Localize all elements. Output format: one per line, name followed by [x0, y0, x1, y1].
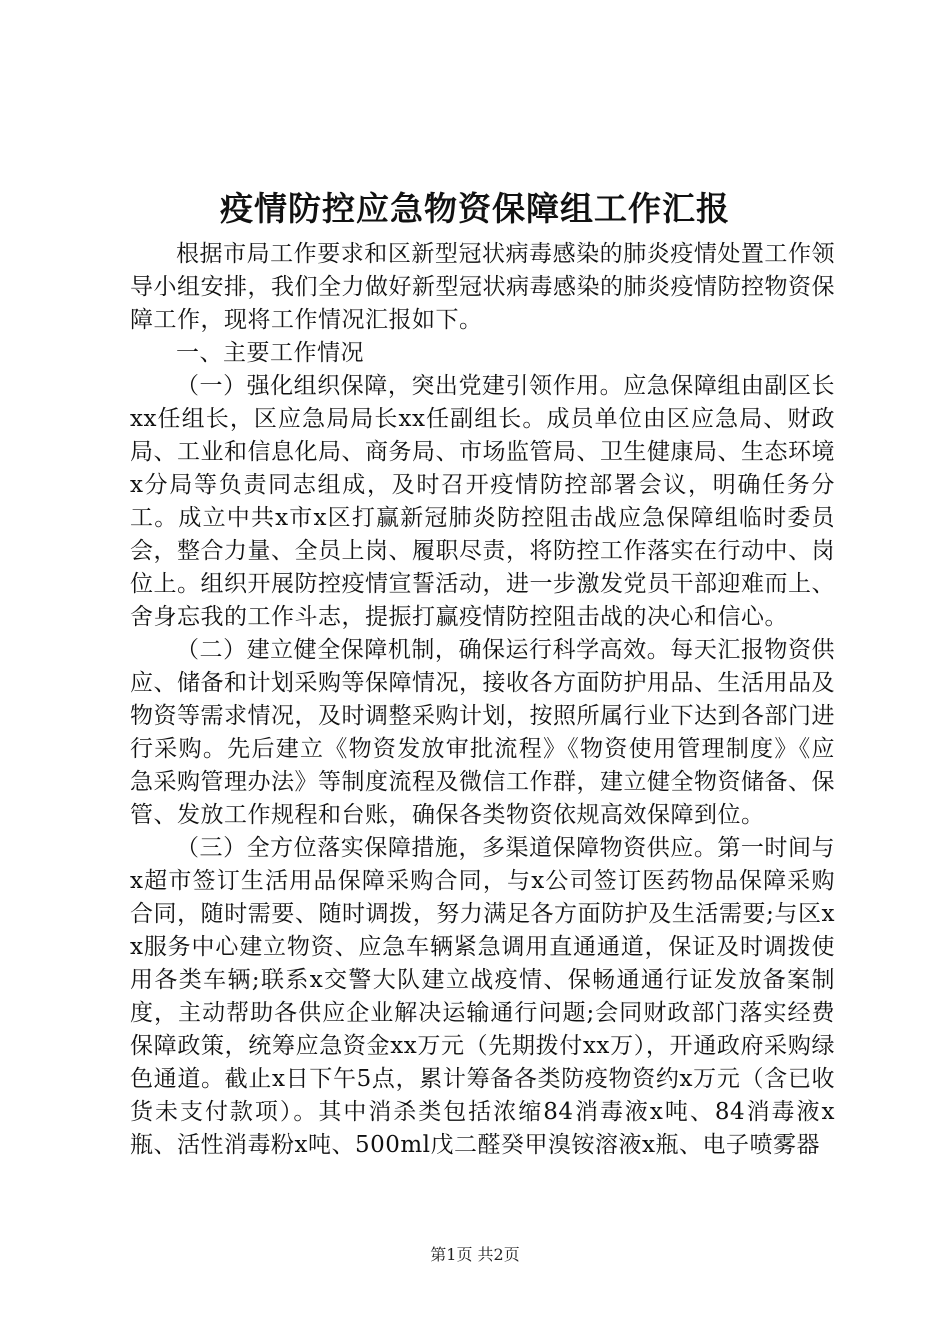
intro-paragraph: 根据市局工作要求和区新型冠状病毒感染的肺炎疫情处置工作领导小组安排，我们全力做好新型冠状病毒感染的肺炎疫情防控物资保障工作，现将工作情况汇报如下。 — [130, 241, 835, 333]
page-footer: 第1页 共2页 — [430, 1245, 520, 1264]
subsection-paragraph-3: （三）全方位落实保障措施，多渠道保障物资供应。第一时间与x超市签订生活用品保障采购合同，与x公司签订医药物品保障采购合同，随时需要、随时调拨，努力满足各方面防护及生活需要;与区xx服务中心建立物资、应急车辆紧急调用直通通道，保证及时调拨使用各类车辆;联系x交警大队建立战疫情、保畅通通行证发放备案制度，主动帮助各供应企业解决运输通行问题;会同财政部门落实经费保障政策，统筹应急资金xx万元（先期拨付xx万），开通政府采购绿色通道。截止x日下午5点，累计筹备各类防疫物资约x万元（含已收货未支付款项）。其中消杀类包括浓缩84消毒液x吨、84消毒液x瓶、活性消毒粉x吨、500ml戊二醛癸甲溴铵溶液x瓶、电子喷雾器 — [130, 835, 835, 1158]
subsection-paragraph-2: （二）建立健全保障机制，确保运行科学高效。每天汇报物资供应、储备和计划采购等保障情况，接收各方面防护用品、生活用品及物资等需求情况，及时调整采购计划，按照所属行业下达到各部门进行采购。先后建立《物资发放审批流程》《物资使用管理制度》《应急采购管理办法》等制度流程及微信工作群，建立健全物资储备、保管、发放工作规程和台账，确保各类物资依规高效保障到位。 — [130, 637, 835, 828]
subsection-paragraph-1: （一）强化组织保障，突出党建引领作用。应急保障组由副区长xx任组长，区应急局局长xx任副组长。成员单位由区应急局、财政局、工业和信息化局、商务局、市场监管局、卫生健康局、生态环境x分局等负责同志组成，及时召开疫情防控部署会议，明确任务分工。成立中共x市x区打赢新冠肺炎防控阻击战应急保障组临时委员会，整合力量、全员上岗、履职尽责，将防控工作落实在行动中、岗位上。组织开展防控疫情宣誓活动，进一步激发党员干部迎难而上、舍身忘我的工作斗志，提振打赢疫情防控阻击战的决心和信心。 — [130, 373, 835, 630]
document-body — [130, 238, 835, 1162]
document-title: 疫情防控应急物资保障组工作汇报 — [220, 189, 730, 228]
section-heading: 一、主要工作情况 — [176, 340, 364, 366]
